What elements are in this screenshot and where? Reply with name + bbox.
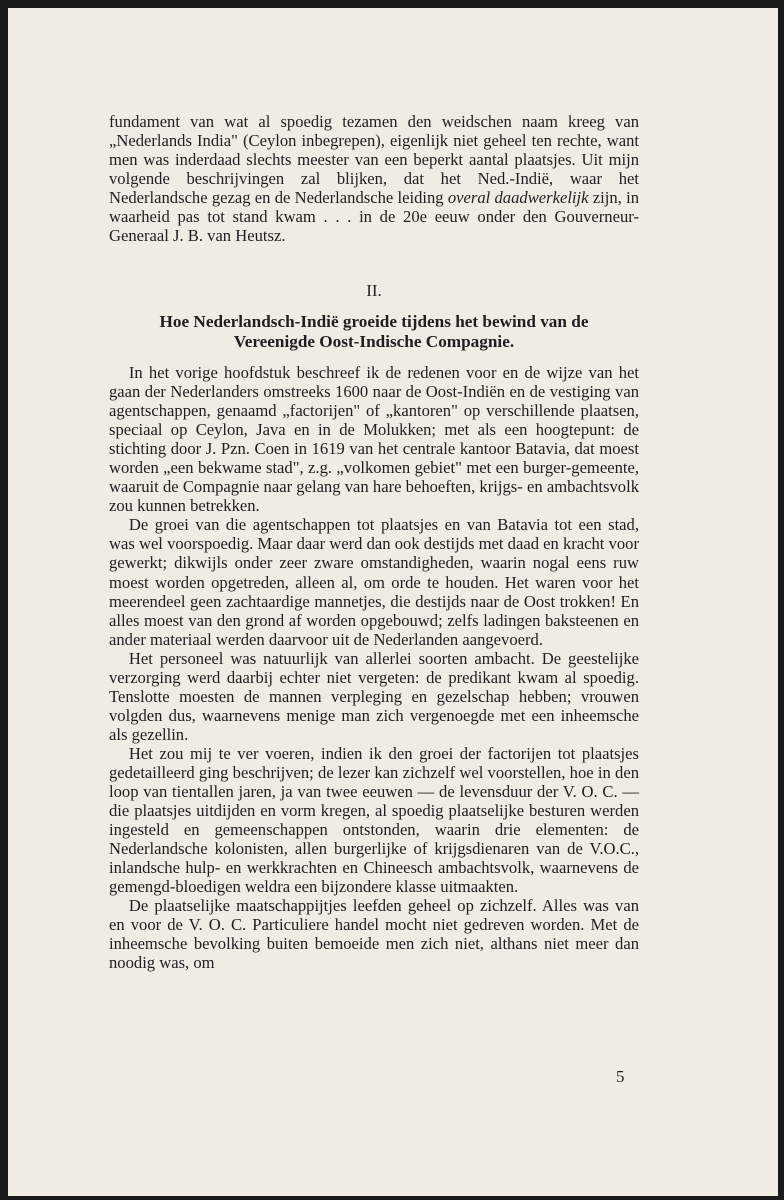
paragraph-5: De plaatselijke maatschappijtjes leefden geheel op zichzelf. Alles was van en voor de V. O. C. Particuliere handel mocht niet gedreven worden. Met de inheemsche bevolking buiten bemoeide men zich niet, althans niet meer dan noodig was, om <box>109 896 639 973</box>
section-body <box>109 363 639 973</box>
intro-paragraph-text <box>109 112 639 245</box>
page-number: 5 <box>616 1067 625 1086</box>
paragraph-3: Het personeel was natuurlijk van allerlei soorten ambacht. De geestelijke verzorging werd daarbij echter niet vergeten: de predikant kwam al spoedig. Tenslotte moesten de mannen verpleging en gezelschap hebben; vrouwen volgden dus, waarnevens menige man zich vergenoegde met een inheemsche als gezellin. <box>109 648 639 744</box>
section-heading-line2: Vereenigde Oost-Indische Compagnie. <box>233 332 515 351</box>
section-heading-line1: Hoe Nederlandsch-Indië groeide tijdens het bewind van de <box>159 312 589 331</box>
book-page <box>8 8 778 1196</box>
section-number: II. <box>366 281 382 300</box>
section-heading <box>109 312 639 352</box>
paragraph-2: De groei van die agentschappen tot plaatsjes en van Batavia tot een stad, was wel voorspoedig. Maar daar werd dan ook destijds met daad en kracht voor gewerkt; dikwijls onder zeer zware omstandigheden, waarin nogal eens ruw moest worden opgetreden, alleen al, om orde te houden. Het waren voor het meerendeel geen zachtaardige mannetjes, die destijds naar de Oost trokken! En alles moest van den grond af worden opgebouwd; zelfs ladingen baksteenen en ander materiaal werden daarvoor uit de Nederlanden aangevoerd. <box>109 515 639 649</box>
intro-text-part2: zijn, in waarheid pas tot stand kwam . . . in de 20e eeuw onder den Gouverneur-Generaal J. B. van Heutsz. <box>109 188 639 246</box>
intro-paragraph <box>109 112 639 245</box>
paragraph-4: Het zou mij te ver voeren, indien ik den groei der factorijen tot plaatsjes gedetailleerd ging beschrijven; de lezer kan zichzelf wel voorstellen, hoe in den loop van tientallen jaren, ja van twee eeuwen — de levensduur der V. O. C. — die plaatsjes uitdijden en vorm kregen, al spoedig plaatselijke besturen werden ingesteld en gemeenschappen ontstonden, waarin drie elementen: de Nederlandsche kolonisten, allen burgerlijke of krijgsdienaren van de V.O.C., inlandsche hulp- en werkkrachten en Chineesch ambachtsvolk, waarnevens de gemengd-bloedigen weldra een bijzondere klasse uitmaakten. <box>109 743 639 897</box>
paragraph-1: In het vorige hoofdstuk beschreef ik de redenen voor en de wijze van het gaan der Nederlanders omstreeks 1600 naar de Oost-Indiën en de vestiging van agentschappen, genaamd „factorijen" of „kantoren" op verschillende plaatsen, speciaal op Ceylon, Java en in de Molukken; met als een hoogtepunt: de stichting door J. Pzn. Coen in 1619 van het centrale kantoor Batavia, dat moest worden „een bekwame stad", z.g. „volkomen gebiet" met een burger-gemeente, waaruit de Compagnie naar gelang van hare behoeften, krijgs- en ambachtsvolk zou kunnen betrekken. <box>109 363 639 516</box>
intro-text-part1: fundament van wat al spoedig tezamen den weidschen naam kreeg van „Nederlands India" (Ceylon inbegrepen), eigenlijk niet geheel ten rechte, want men was inderdaad slechts meester van een beperkt aantal plaatsjes. Uit mijn volgende beschrijvingen zal blijken, dat het Ned.-Indië, waar het Nederlandsche gezag en de Nederlandsche leiding <box>109 112 639 208</box>
intro-emphasis: overal daadwerkelijk <box>447 188 589 208</box>
